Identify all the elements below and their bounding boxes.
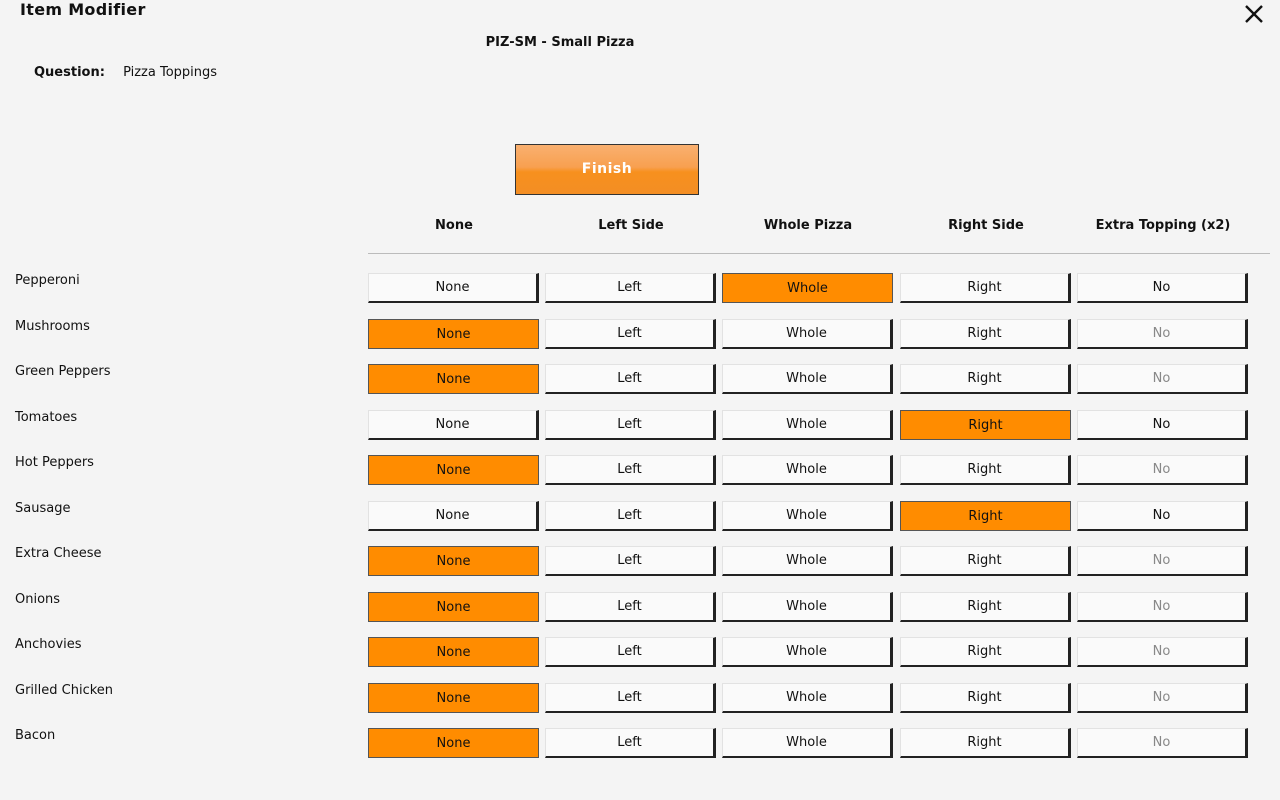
topping-option-none-button[interactable]: None bbox=[368, 501, 539, 531]
topping-label: Extra Cheese bbox=[15, 546, 102, 561]
topping-label: Pepperoni bbox=[15, 273, 80, 288]
topping-option-none-button[interactable]: None bbox=[368, 364, 539, 394]
topping-option-none-button[interactable]: None bbox=[368, 410, 539, 440]
topping-option-whole-button[interactable]: Whole bbox=[722, 410, 893, 440]
topping-option-no-button[interactable]: No bbox=[1077, 455, 1248, 485]
topping-option-whole-button[interactable]: Whole bbox=[722, 592, 893, 622]
topping-option-no-button[interactable]: No bbox=[1077, 364, 1248, 394]
topping-option-left-button[interactable]: Left bbox=[545, 273, 716, 303]
topping-option-left-button[interactable]: Left bbox=[545, 683, 716, 713]
topping-option-none-button[interactable]: None bbox=[368, 592, 539, 622]
topping-option-right-button[interactable]: Right bbox=[900, 592, 1071, 622]
topping-option-whole-button[interactable]: Whole bbox=[722, 683, 893, 713]
topping-option-whole-button[interactable]: Whole bbox=[722, 728, 893, 758]
topping-option-right-button[interactable]: Right bbox=[900, 364, 1071, 394]
topping-option-no-button[interactable]: No bbox=[1077, 546, 1248, 576]
topping-option-whole-button[interactable]: Whole bbox=[722, 637, 893, 667]
column-header-4: Right Side bbox=[948, 218, 1024, 233]
topping-option-right-button[interactable]: Right bbox=[900, 546, 1071, 576]
dialog-title: Item Modifier bbox=[20, 0, 146, 19]
topping-option-none-button[interactable]: None bbox=[368, 273, 539, 303]
topping-option-right-button[interactable]: Right bbox=[900, 637, 1071, 667]
topping-option-left-button[interactable]: Left bbox=[545, 592, 716, 622]
question-label: Question: bbox=[34, 65, 105, 80]
topping-label: Tomatoes bbox=[15, 410, 78, 425]
topping-option-right-button[interactable]: Right bbox=[900, 455, 1071, 485]
topping-option-right-button[interactable]: Right bbox=[900, 683, 1071, 713]
close-icon[interactable] bbox=[1240, 0, 1268, 26]
topping-option-whole-button[interactable]: Whole bbox=[722, 546, 893, 576]
topping-option-no-button[interactable]: No bbox=[1077, 728, 1248, 758]
topping-option-whole-button[interactable]: Whole bbox=[722, 455, 893, 485]
topping-option-right-button[interactable]: Right bbox=[900, 728, 1071, 758]
topping-label: Anchovies bbox=[15, 637, 82, 652]
topping-option-right-button[interactable]: Right bbox=[900, 501, 1071, 531]
topping-option-no-button[interactable]: No bbox=[1077, 683, 1248, 713]
topping-label: Mushrooms bbox=[15, 319, 90, 334]
column-header-3: Whole Pizza bbox=[763, 218, 853, 233]
topping-option-right-button[interactable]: Right bbox=[900, 410, 1071, 440]
topping-label: Sausage bbox=[15, 501, 71, 516]
topping-option-no-button[interactable]: No bbox=[1077, 410, 1248, 440]
topping-label: Hot Peppers bbox=[15, 455, 94, 470]
question-row bbox=[34, 65, 217, 80]
topping-option-left-button[interactable]: Left bbox=[545, 455, 716, 485]
topping-option-left-button[interactable]: Left bbox=[545, 728, 716, 758]
topping-label: Bacon bbox=[15, 728, 56, 743]
column-header-1: None bbox=[435, 218, 473, 233]
topping-option-no-button[interactable]: No bbox=[1077, 273, 1248, 303]
topping-option-no-button[interactable]: No bbox=[1077, 501, 1248, 531]
topping-option-left-button[interactable]: Left bbox=[545, 637, 716, 667]
item-title: PIZ-SM - Small Pizza bbox=[485, 35, 635, 50]
question-value: Pizza Toppings bbox=[123, 65, 218, 80]
topping-option-whole-button[interactable]: Whole bbox=[722, 364, 893, 394]
topping-option-no-button[interactable]: No bbox=[1077, 592, 1248, 622]
column-header-2: Left Side bbox=[598, 218, 664, 233]
header-divider bbox=[368, 253, 1270, 254]
topping-option-none-button[interactable]: None bbox=[368, 637, 539, 667]
topping-option-none-button[interactable]: None bbox=[368, 546, 539, 576]
topping-option-left-button[interactable]: Left bbox=[545, 364, 716, 394]
topping-label: Green Peppers bbox=[15, 364, 111, 379]
column-header-5: Extra Topping (x2) bbox=[1095, 218, 1231, 233]
topping-option-none-button[interactable]: None bbox=[368, 319, 539, 349]
topping-option-left-button[interactable]: Left bbox=[545, 410, 716, 440]
topping-option-whole-button[interactable]: Whole bbox=[722, 319, 893, 349]
topping-option-left-button[interactable]: Left bbox=[545, 319, 716, 349]
topping-option-none-button[interactable]: None bbox=[368, 683, 539, 713]
topping-option-none-button[interactable]: None bbox=[368, 728, 539, 758]
topping-option-whole-button[interactable]: Whole bbox=[722, 273, 893, 303]
topping-option-no-button[interactable]: No bbox=[1077, 637, 1248, 667]
topping-option-left-button[interactable]: Left bbox=[545, 546, 716, 576]
topping-option-left-button[interactable]: Left bbox=[545, 501, 716, 531]
finish-button[interactable]: Finish bbox=[515, 144, 699, 195]
topping-option-no-button[interactable]: No bbox=[1077, 319, 1248, 349]
topping-option-right-button[interactable]: Right bbox=[900, 319, 1071, 349]
topping-label: Grilled Chicken bbox=[15, 683, 114, 698]
topping-option-right-button[interactable]: Right bbox=[900, 273, 1071, 303]
topping-option-whole-button[interactable]: Whole bbox=[722, 501, 893, 531]
topping-option-none-button[interactable]: None bbox=[368, 455, 539, 485]
topping-label: Onions bbox=[15, 592, 61, 607]
